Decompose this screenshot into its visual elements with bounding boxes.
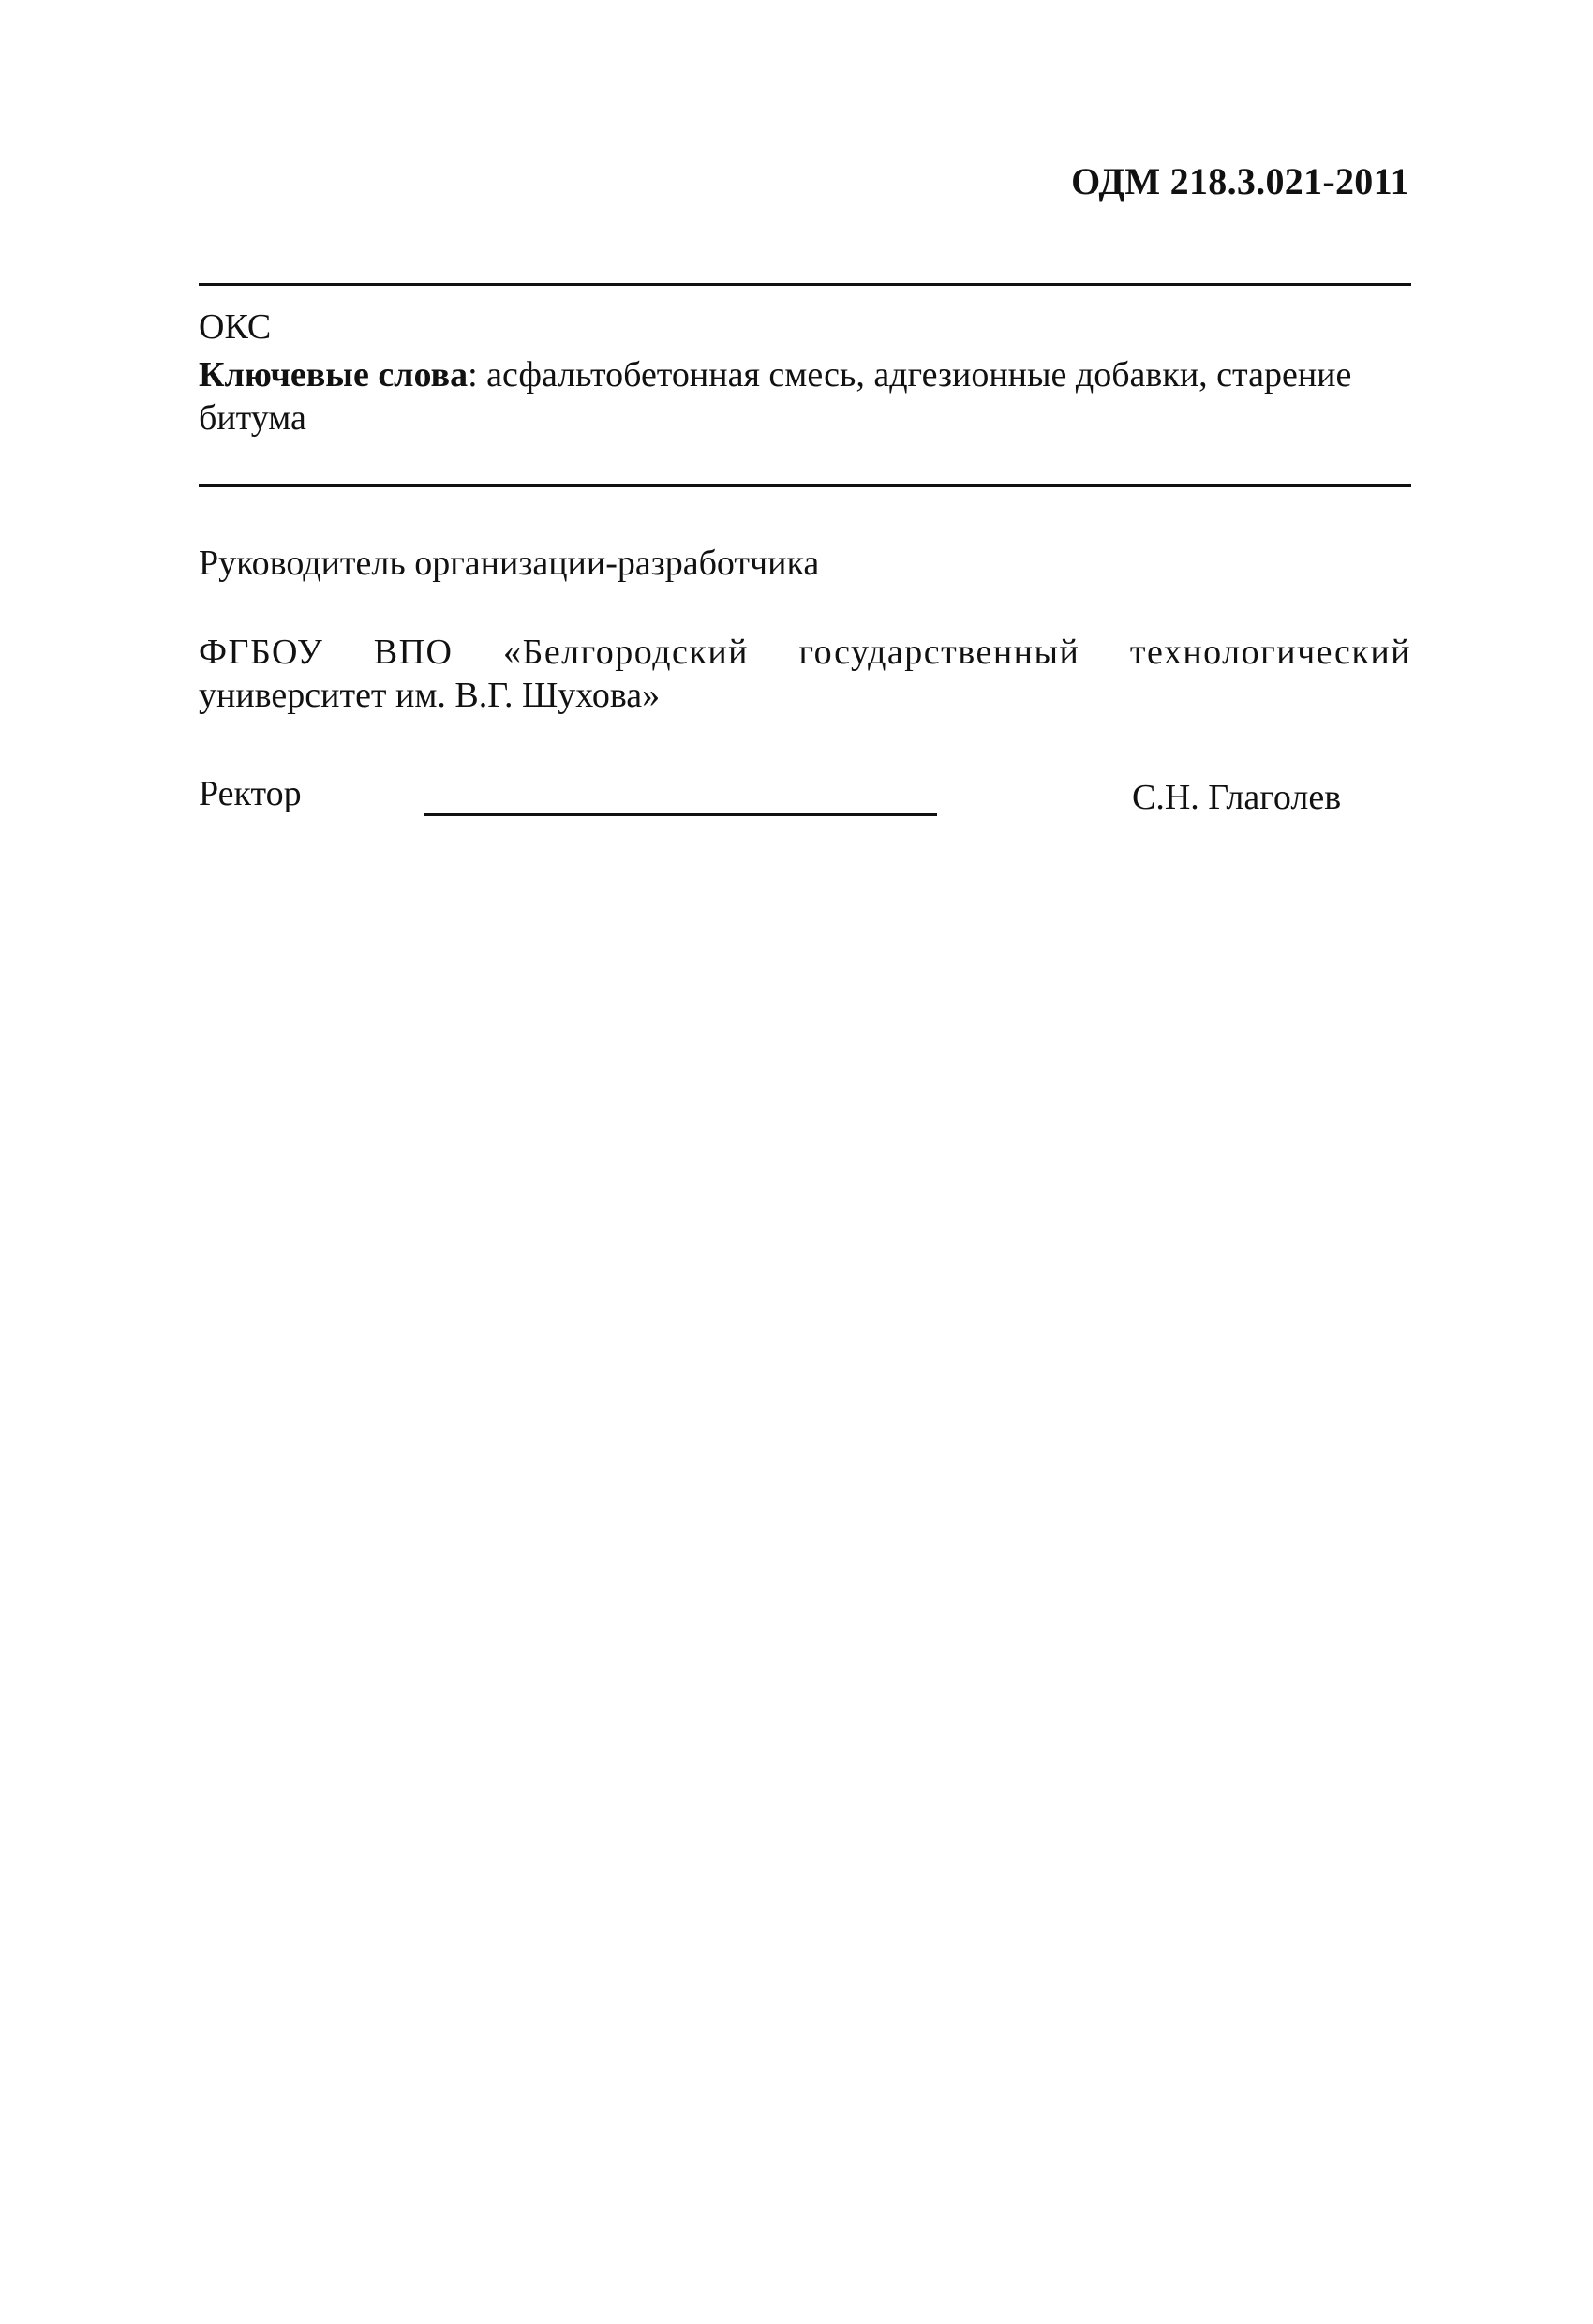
organization-name-line1: ФГБОУ ВПО «Белгородский государственный технологический xyxy=(199,633,1411,672)
signatory-role: Ректор xyxy=(199,774,302,813)
organization-name-line2: университет им. В.Г. Шухова» xyxy=(199,676,661,715)
bottom-divider xyxy=(199,484,1411,487)
developer-heading: Руководитель организации-разработчика xyxy=(199,544,820,583)
signature-line xyxy=(424,813,937,816)
document-code: ОДМ 218.3.021-2011 xyxy=(1071,160,1409,202)
keywords-paragraph xyxy=(199,353,1411,439)
signatory-name: С.Н. Глаголев xyxy=(1132,778,1342,817)
top-divider xyxy=(199,283,1411,286)
keywords-text: асфальтобетонная смесь, адгезионные добавки, старение битума xyxy=(199,355,1352,438)
keywords-separator: : xyxy=(468,355,487,395)
organization-name xyxy=(199,631,1411,717)
signature-block xyxy=(199,772,1411,819)
keywords-label: Ключевые слова xyxy=(199,355,469,395)
oks-label: ОКС xyxy=(199,307,272,347)
